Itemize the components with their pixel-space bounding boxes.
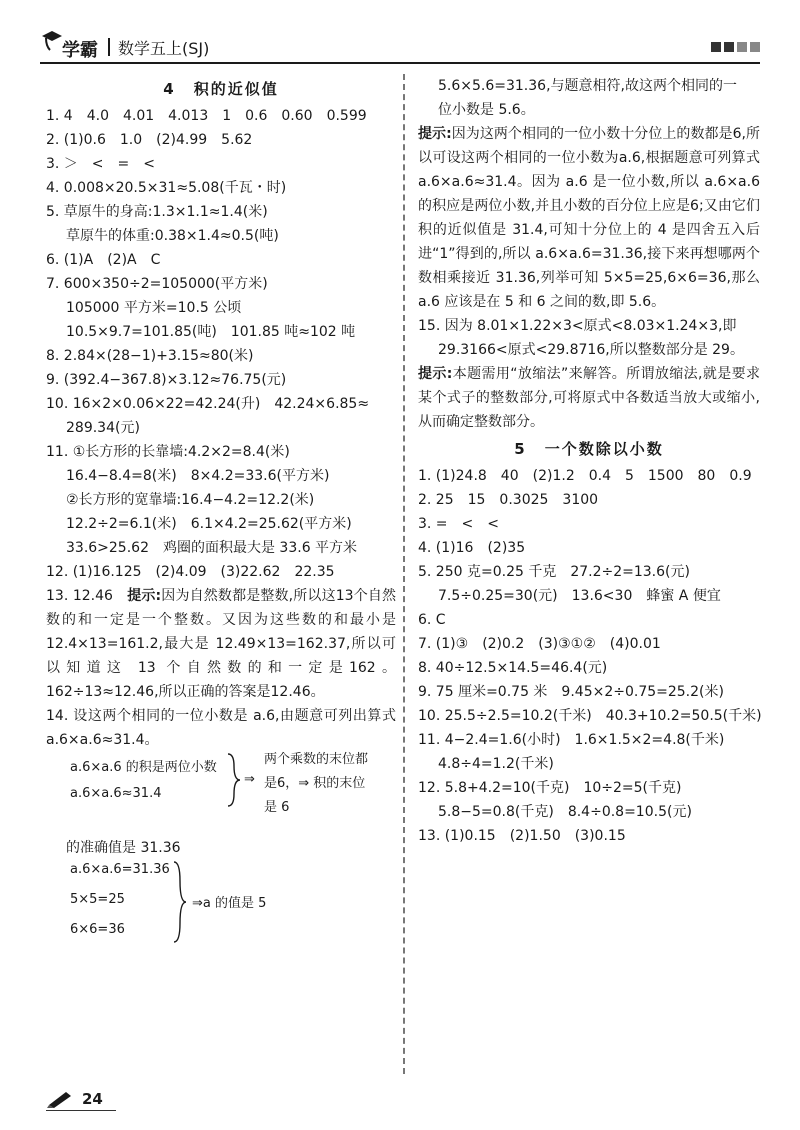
answer-lead: 13. 12.46 bbox=[46, 588, 128, 604]
answer-line: 草原牛的体重:0.38×1.4≈0.5(吨) bbox=[66, 228, 279, 244]
answer-line: 的准确值是 31.36 bbox=[66, 840, 181, 856]
brace-symbol bbox=[172, 860, 188, 944]
brace-line: a.6×a.6≈31.4 bbox=[70, 786, 162, 801]
answer-line: 7.5÷0.25=30(元) 13.6<30 蜂蜜 A 便宜 bbox=[438, 588, 721, 604]
answer-line: 4.8÷4=1.2(千米) bbox=[438, 756, 554, 772]
hint-label: 提示: bbox=[418, 126, 452, 142]
page-header bbox=[40, 28, 760, 60]
brace-result: 两个乘数的末位都是6，⇒ 积的末位是 6 bbox=[264, 752, 369, 815]
answer-line: 10. 25.5÷2.5=10.2(千米) 40.3+10.2=50.5(千米) bbox=[418, 708, 762, 724]
answer-line: 5. 草原牛的身高:1.3×1.1≈1.4(米) bbox=[46, 204, 268, 220]
answer-lead: 14. bbox=[46, 708, 74, 724]
answer-line: 5.8−5=0.8(千克) 8.4÷0.8=10.5(元) bbox=[438, 804, 692, 820]
answer-line: 7. (1)③ (2)0.2 (3)③①② (4)0.01 bbox=[418, 636, 661, 652]
right-column bbox=[418, 74, 760, 848]
answer-paragraph bbox=[418, 362, 760, 434]
answer-paragraph bbox=[46, 704, 396, 752]
answer-line: 6. C bbox=[418, 612, 446, 628]
answer-line: 11. ①长方形的长靠墙:4.2×2=8.4(米) bbox=[46, 444, 290, 460]
answer-line: 10. 16×2×0.06×22=42.24(升) 42.24×6.85≈ bbox=[46, 396, 370, 412]
reasoning-brace-1 bbox=[46, 752, 396, 836]
answer-paragraph bbox=[418, 122, 760, 314]
brace-line: a.6×a.6=31.36 bbox=[70, 862, 170, 877]
header-separator bbox=[108, 38, 110, 56]
section-number: 5 bbox=[514, 440, 527, 458]
left-column bbox=[46, 74, 396, 956]
answer-line: 11. 4−2.4=1.6(小时) 1.6×1.5×2=4.8(千米) bbox=[418, 732, 725, 748]
column-divider bbox=[403, 74, 405, 1074]
pencil-icon bbox=[46, 1088, 76, 1108]
paragraph-text: 本题需用“放缩法”来解答。所谓放缩法,就是要求某个式子的整数部分,可将原式中各数适当放大或缩小,从而确定整数部分。 bbox=[418, 366, 760, 430]
paragraph-text: 设这两个相同的一位小数是 a.6,由题意可列出算式 a.6×a.6≈31.4。 bbox=[46, 708, 396, 748]
answer-line: 9. 75 厘米=0.75 米 9.45×2÷0.75=25.2(米) bbox=[418, 684, 724, 700]
answer-line: 2. (1)0.6 1.0 (2)4.99 5.62 bbox=[46, 132, 253, 148]
answer-line: 8. 40÷12.5×14.5=46.4(元) bbox=[418, 660, 608, 676]
answer-line: 5. 250 克=0.25 千克 27.2÷2=13.6(元) bbox=[418, 564, 690, 580]
page-number: 24 bbox=[82, 1090, 103, 1108]
header-rule bbox=[40, 62, 760, 64]
section-title bbox=[46, 74, 396, 104]
arrow-symbol: ⇒ bbox=[244, 772, 255, 787]
answer-line: 位小数是 5.6。 bbox=[438, 102, 535, 118]
answer-line: 1. (1)24.8 40 (2)1.2 0.4 5 1500 80 0.9 bbox=[418, 468, 752, 484]
brace-line: 5×5=25 bbox=[70, 892, 125, 907]
answer-line: 4. 0.008×20.5×31≈5.08(千瓦・时) bbox=[46, 180, 287, 196]
answer-line: 4. (1)16 (2)35 bbox=[418, 540, 526, 556]
answer-line: 33.6>25.62 鸡圈的面积最大是 33.6 平方米 bbox=[66, 540, 358, 556]
graduation-cap-icon bbox=[40, 28, 64, 56]
section-number: 4 bbox=[163, 80, 176, 98]
brace-result: ⇒a 的值是 5 bbox=[192, 896, 267, 911]
book-title: 数学五上(SJ) bbox=[118, 39, 210, 58]
section-name: 积的近似值 bbox=[193, 80, 279, 98]
answer-line: 10.5×9.7=101.85(吨) 101.85 吨≈102 吨 bbox=[66, 324, 356, 340]
answer-line: 12. (1)16.125 (2)4.09 (3)22.62 22.35 bbox=[46, 564, 335, 580]
answer-line: 5.6×5.6=31.36,与题意相符,故这两个相同的一 bbox=[438, 78, 737, 94]
answer-line: 12. 5.8+4.2=10(千克) 10÷2=5(千克) bbox=[418, 780, 682, 796]
answer-line: 9. (392.4−367.8)×3.12≈76.75(元) bbox=[46, 372, 287, 388]
answer-line: 2. 25 15 0.3025 3100 bbox=[418, 492, 599, 508]
answer-line: 3. = < < bbox=[418, 516, 499, 532]
section-name: 一个数除以小数 bbox=[544, 440, 664, 458]
answer-line: 29.3166<原式<29.8716,所以整数部分是 29。 bbox=[438, 342, 744, 358]
paragraph-text: 因为这两个相同的一位小数十分位上的数都是6,所以可设这两个相同的一位小数为a.6,根据题意可列算式 a.6×a.6≈31.4。因为 a.6 是一位小数,所以 a.6×a.6 的积应是两位小数,并且小数的百分位上应是6;又由它们积的近似值是 31.4,可知十分位上的 4 是四舍五入后进“1”得到的,所以 a.6×a.6=31.36,接下来再想哪两个数相乘接近 31.36,列举可知 5×5=25,6×6=36,那么 a.6 应该是在 5 和 6 之间的数,即 5.6。 bbox=[418, 126, 760, 310]
footer-rule bbox=[46, 1110, 116, 1111]
brace-symbol bbox=[226, 752, 242, 808]
answer-line: 16.4−8.4=8(米) 8×4.2=33.6(平方米) bbox=[66, 468, 330, 484]
brand-logo-text: 学霸 bbox=[62, 40, 98, 61]
decorative-squares bbox=[711, 42, 760, 52]
reasoning-brace-2 bbox=[46, 860, 396, 956]
answer-line: 15. 因为 8.01×1.22×3<原式<8.03×1.24×3,即 bbox=[418, 318, 737, 334]
answer-line: 1. 4 4.0 4.01 4.013 1 0.6 0.60 0.599 bbox=[46, 108, 367, 124]
answer-paragraph bbox=[46, 584, 396, 704]
answer-line: 7. 600×350÷2=105000(平方米) bbox=[46, 276, 268, 292]
answer-line: ②长方形的宽靠墙:16.4−4.2=12.2(米) bbox=[66, 492, 315, 508]
answer-line: 3. ＞ < = < bbox=[46, 156, 155, 172]
answer-line: 105000 平方米=10.5 公顷 bbox=[66, 300, 242, 316]
answer-line: 8. 2.84×(28−1)+3.15≈80(米) bbox=[46, 348, 254, 364]
hint-label: 提示: bbox=[127, 588, 162, 604]
brace-line: a.6×a.6 的积是两位小数 bbox=[70, 760, 217, 775]
answer-line: 289.34(元) bbox=[66, 420, 140, 436]
paragraph-text: 因为自然数都是整数,所以这13个自然数的和一定是一个整数。又因为这些数的和最小是 12.4×13=161.2,最大是 12.49×13=162.37,所以可以知道这 13 个自然数的和一定是162。162÷13≈12.46,所以正确的答案是12.46。 bbox=[46, 588, 396, 700]
hint-label: 提示: bbox=[418, 366, 453, 382]
brace-line: 6×6=36 bbox=[70, 922, 125, 937]
answer-line: 6. (1)A (2)A C bbox=[46, 252, 161, 268]
answer-line: 13. (1)0.15 (2)1.50 (3)0.15 bbox=[418, 828, 626, 844]
section-title bbox=[418, 434, 760, 464]
answer-line: 12.2÷2=6.1(米) 6.1×4.2=25.62(平方米) bbox=[66, 516, 352, 532]
